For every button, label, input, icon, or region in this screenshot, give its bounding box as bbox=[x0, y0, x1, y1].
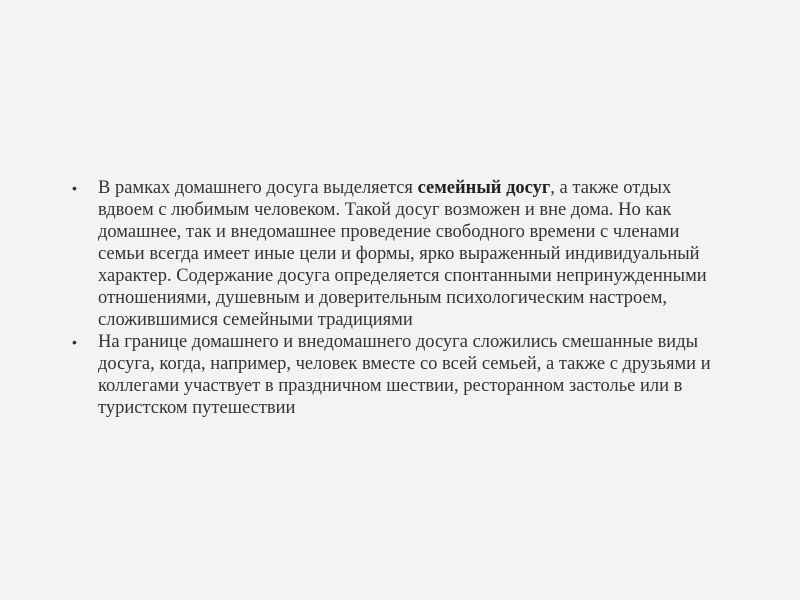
bullet-text-bold: семейный досуг bbox=[417, 178, 551, 198]
slide-body bbox=[72, 177, 712, 419]
bullet-item-mixed-leisure bbox=[72, 331, 712, 419]
bullet-icon: • bbox=[72, 180, 77, 196]
bullet-item-family-leisure bbox=[72, 177, 712, 331]
bullet-text: На границе домашнего и внедомашнего досуга сложились смешанные виды досуга, когда, например, человек вместе со всей семьей, а также с друзьями и коллегами участвует в праздничном шествии, ресторанном застолье или в туристском путешествии bbox=[98, 332, 711, 418]
bullet-icon: • bbox=[72, 334, 77, 350]
bullet-list bbox=[72, 177, 712, 419]
bullet-text-lead: В рамках домашнего досуга выделяется bbox=[98, 178, 418, 198]
bullet-text-rest: , а также отдых вдвоем с любимым человеком. Такой досуг возможен и вне дома. Но как домашнее, так и внедомашнее проведение свободного времени с членами семьи всегда имеет иные цели и формы, ярко выраженный индивидуальный характер. Содержание досуга определяется спонтанными непринужденными отношениями, душевным и доверительным психологическим настроем, сложившимися семейными традициями bbox=[98, 178, 707, 330]
